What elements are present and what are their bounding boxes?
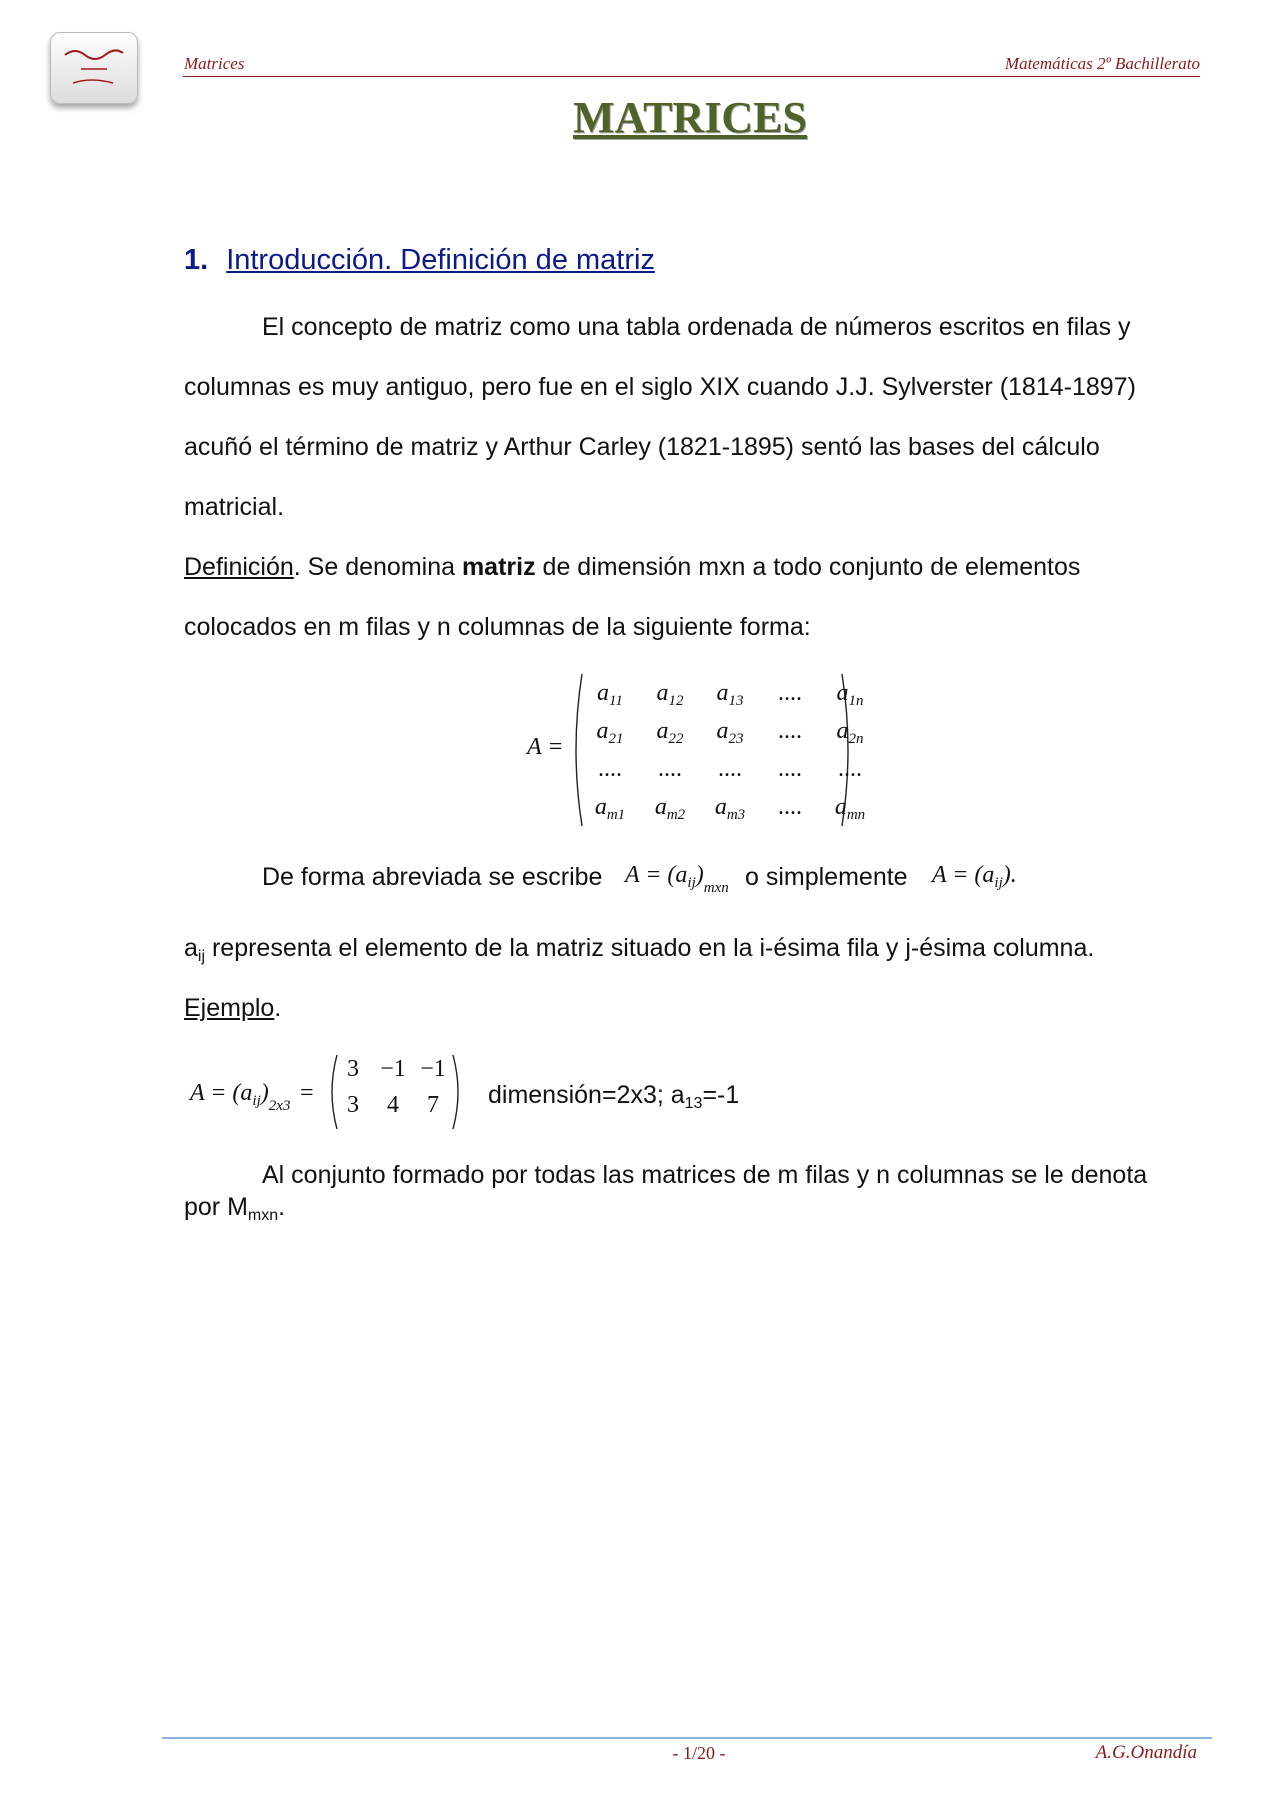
matrix-cell: $a_{22}$ xyxy=(656,718,684,747)
general-matrix-row xyxy=(580,680,880,718)
example-desc xyxy=(488,1080,739,1114)
aij-sub: ij xyxy=(197,948,206,965)
definition-bold: matriz xyxy=(461,553,536,581)
closing-line-2-a: por M xyxy=(184,1193,248,1221)
matrix-cell: $a_{21}$ xyxy=(596,718,624,747)
example-matrix-cell: 7 xyxy=(427,1092,439,1118)
abbrev-formula-1-dim: mxn xyxy=(703,880,729,896)
header-left: Matrices xyxy=(184,54,245,73)
matrix-cell: $a_{m3}$ xyxy=(714,794,746,823)
general-matrix-lhs: A = xyxy=(527,734,564,760)
general-matrix-row xyxy=(580,794,880,832)
abbrev-text-2: o simplemente xyxy=(745,863,908,891)
section-number: 1. xyxy=(184,244,209,276)
example-label: Ejemplo xyxy=(184,994,275,1022)
example-lhs-close: ) xyxy=(260,1080,269,1106)
general-matrix-row xyxy=(580,756,880,794)
example-matrix-rows xyxy=(333,1056,453,1128)
matrix-cell: $a_{m1}$ xyxy=(594,794,626,823)
example-right-paren-icon xyxy=(451,1052,465,1132)
abbrev-formula-1-close: ) xyxy=(695,862,704,888)
matrix-cell: .... xyxy=(718,756,742,782)
abbrev-formula-2-main: A = (a xyxy=(932,862,995,888)
matrix-cell: .... xyxy=(778,756,802,782)
intro-line-4: matricial. xyxy=(184,493,285,521)
footer-divider xyxy=(162,1737,1212,1739)
definition-label: Definición xyxy=(184,553,294,581)
matrix-cell: .... xyxy=(838,756,862,782)
example-matrix-row xyxy=(333,1092,453,1128)
closing-line-2-sub: mxn xyxy=(247,1207,279,1224)
matrix-cell: $a_{1n}$ xyxy=(836,680,864,709)
matrix-cell: $a_{mn}$ xyxy=(834,794,866,823)
matrix-cell: $a_{23}$ xyxy=(716,718,744,747)
matrix-cell: .... xyxy=(598,756,622,782)
closing-line-2-b: . xyxy=(278,1193,286,1221)
intro-line-2: columnas es muy antiguo, pero fue en el siglo XIX cuando J.J. Sylverster (1814-1897) xyxy=(184,373,1136,401)
example-matrix-cell: 4 xyxy=(387,1092,399,1118)
footer-page: - 1/20 - xyxy=(672,1743,726,1763)
abbrev-formula-2-sub: ij xyxy=(994,875,1003,891)
example-lhs-sub: ij xyxy=(252,1093,261,1109)
aij-text: representa el elemento de la matriz situado en la i-ésima fila y j-ésima columna. xyxy=(205,934,1095,962)
closing-line-2 xyxy=(184,1192,285,1226)
abbrev-formula-1-sub: ij xyxy=(687,875,696,891)
definition-line-1 xyxy=(184,552,1080,582)
intro-line-3: acuñó el término de matriz y Arthur Carley (1821-1895) sentó las bases del cálculo xyxy=(184,433,1100,461)
example-matrix-cell: 3 xyxy=(347,1092,359,1118)
definition-line-2: colocados en m filas y n columnas de la siguiente forma: xyxy=(184,613,811,641)
abbrev-text-1: De forma abreviada se escribe xyxy=(262,863,603,891)
example-desc-2: =-1 xyxy=(702,1081,740,1109)
example-lhs xyxy=(190,1080,315,1114)
example-matrix-row xyxy=(333,1056,453,1092)
abbrev-formula-2-close: ). xyxy=(1002,862,1017,888)
aij-line xyxy=(184,933,1094,967)
general-matrix xyxy=(568,670,866,830)
example-matrix xyxy=(325,1052,465,1132)
intro-line-1: El concepto de matriz como una tabla ordenada de números escritos en filas y xyxy=(262,313,1131,341)
definition-text-1: . Se denomina xyxy=(293,553,462,581)
abbrev-formula-1 xyxy=(625,862,729,896)
section-heading xyxy=(184,244,655,277)
example-matrix-cell: −1 xyxy=(420,1056,446,1082)
page-title: MATRICES xyxy=(573,93,807,142)
example-matrix-cell: −1 xyxy=(380,1056,406,1082)
example-eq: = xyxy=(298,1080,315,1106)
aij-a: a xyxy=(184,934,198,962)
example-desc-1: dimensión=2x3; a xyxy=(488,1081,685,1109)
header-right: Matemáticas 2º Bachillerato xyxy=(1004,54,1200,73)
matrix-cell: $a_{2n}$ xyxy=(836,718,864,747)
example-matrix-cell: 3 xyxy=(347,1056,359,1082)
matrix-cell: $a_{13}$ xyxy=(716,680,744,709)
general-matrix-rows xyxy=(580,680,880,832)
closing-line-1: Al conjunto formado por todas las matrices de m filas y n columnas se le denota xyxy=(262,1161,1148,1189)
abbrev-formula-1-main: A = (a xyxy=(625,862,688,888)
matrix-cell: .... xyxy=(658,756,682,782)
example-label-line: Ejemplo. xyxy=(184,994,282,1022)
general-matrix-row xyxy=(580,718,880,756)
example-lhs-dim: 2x3 xyxy=(268,1098,291,1114)
matrix-cell: .... xyxy=(778,680,802,706)
matrix-cell: $a_{m2}$ xyxy=(654,794,686,823)
example-lhs-main: A = (a xyxy=(190,1080,253,1106)
matrix-cell: .... xyxy=(778,718,802,744)
matrix-cell: .... xyxy=(778,794,802,820)
matrix-cell: $a_{11}$ xyxy=(597,680,623,709)
example-desc-sub: 13 xyxy=(684,1095,703,1112)
header-divider xyxy=(183,76,1200,77)
definition-text-2: de dimensión mxn a todo conjunto de elementos xyxy=(535,553,1081,581)
abbrev-formula-2 xyxy=(932,862,1017,889)
footer-author: A.G.Onandía xyxy=(1095,1742,1197,1763)
section-title: Introducción. Definición de matriz xyxy=(226,244,655,276)
matrix-cell: $a_{12}$ xyxy=(656,680,684,709)
